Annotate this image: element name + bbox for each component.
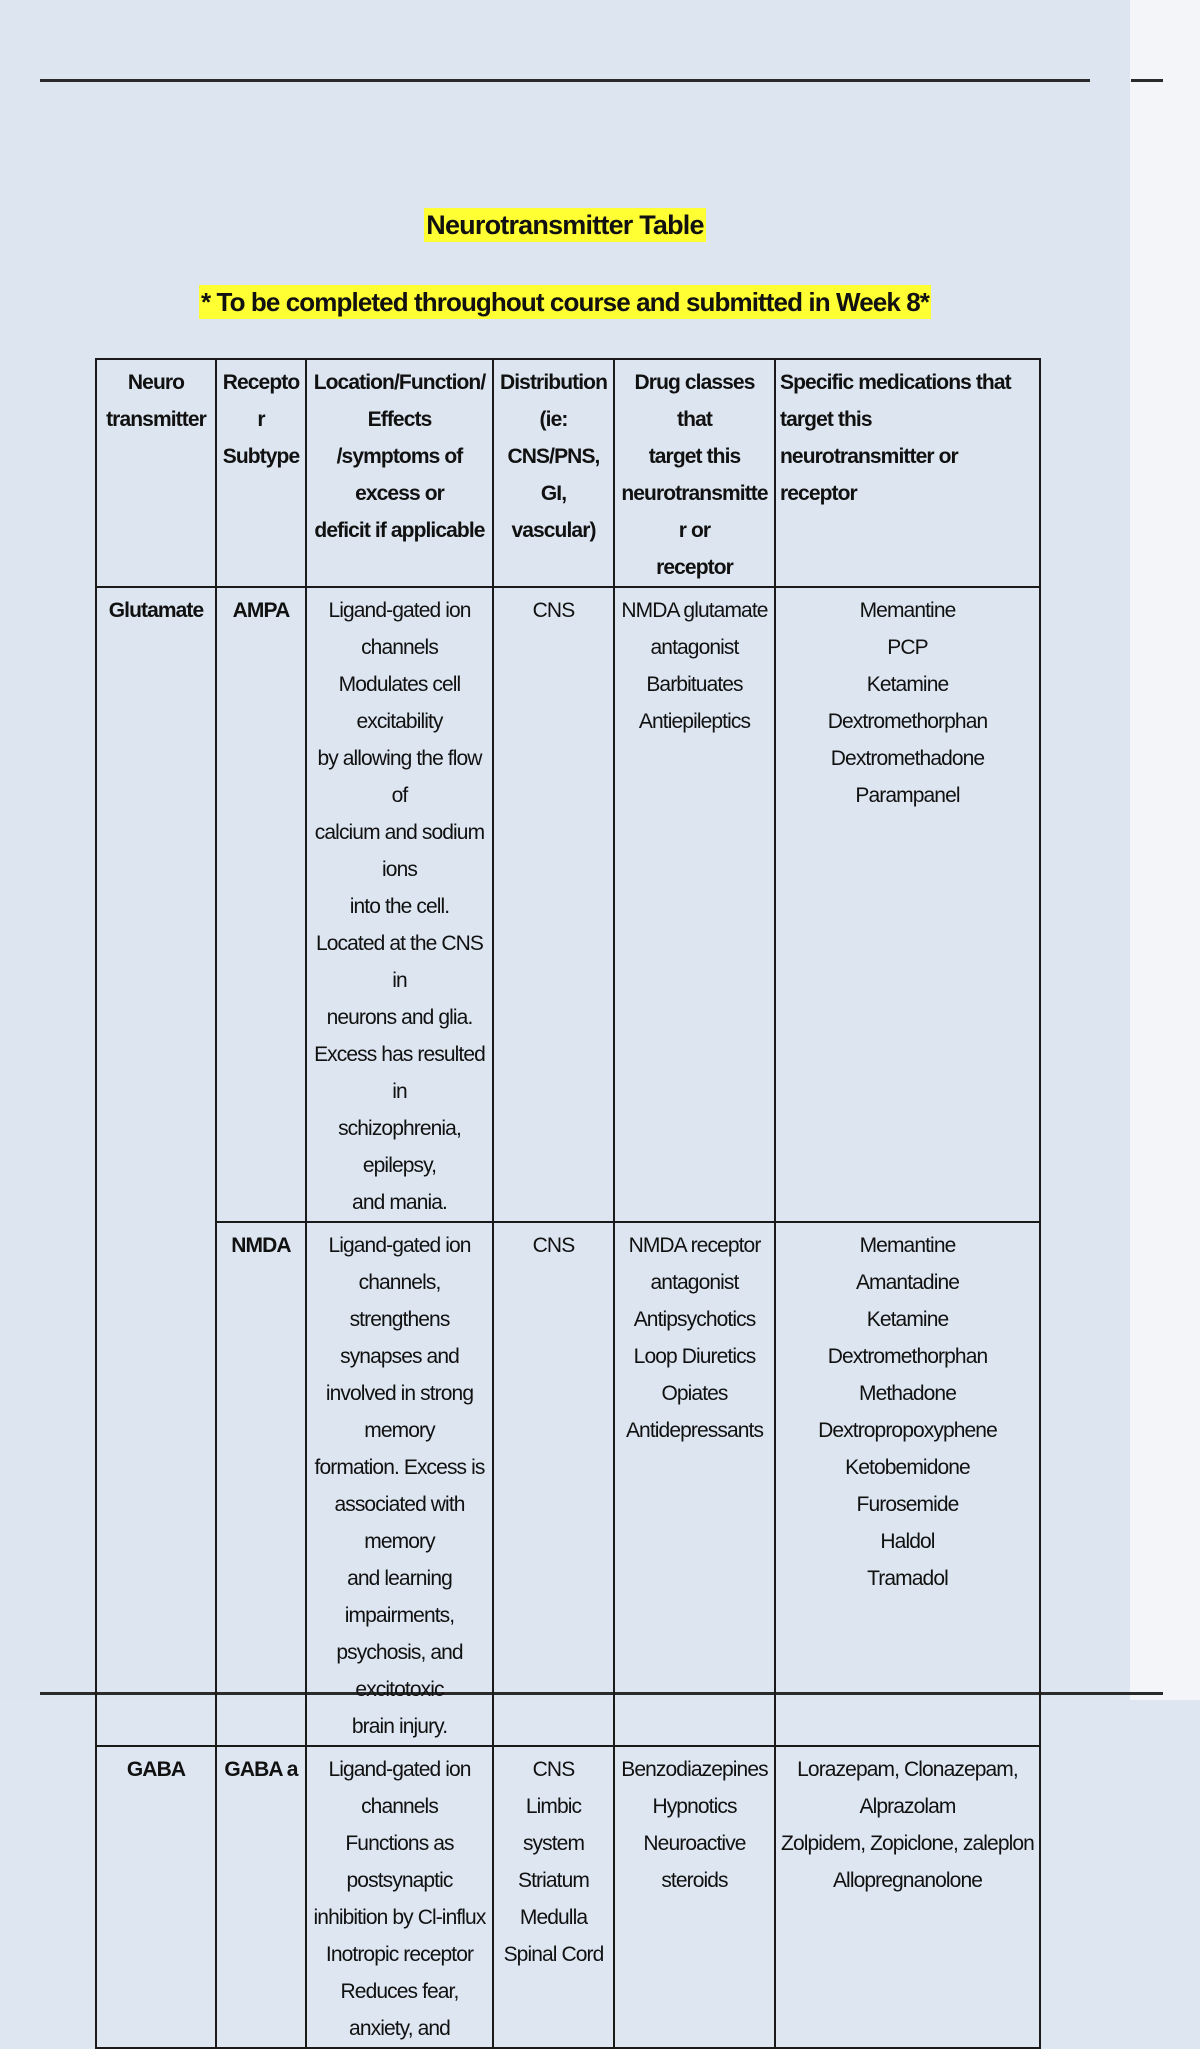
table-header-row: [96, 359, 1040, 587]
cell-drug-classes: NMDA glutamate antagonist Barbituates Antiepileptics: [614, 587, 775, 1222]
header-drug-classes: Drug classes that target this neurotransmitter or receptor: [614, 359, 775, 587]
neurotransmitter-table: [95, 358, 1041, 2049]
header-distribution: Distribution (ie: CNS/PNS, GI, vascular): [493, 359, 614, 587]
cell-function: Ligand-gated ion channels Functions as postsynaptic inhibition by Cl-influx Inotropic receptor Reduces fear, anxiety, and: [306, 1746, 493, 2048]
table-subtitle-text: * To be completed throughout course and submitted in Week 8*: [200, 287, 929, 317]
cell-neurotransmitter: GABA: [96, 1746, 216, 2048]
table-title-text: Neurotransmitter Table: [426, 210, 704, 240]
cell-drug-classes: NMDA receptor antagonist Antipsychotics Loop Diuretics Opiates Antidepressants: [614, 1222, 775, 1746]
top-divider: [40, 79, 1090, 82]
header-receptor-subtype: Receptor Subtype: [216, 359, 306, 587]
cell-drug-classes: Benzodiazepines Hypnotics Neuroactive steroids: [614, 1746, 775, 2048]
table-row: [96, 587, 1040, 1222]
cell-subtype: AMPA: [216, 587, 306, 1222]
table-row: [96, 1746, 1040, 2048]
table-title: [0, 210, 1130, 241]
cell-medications: Lorazepam, Clonazepam, Alprazolam Zolpidem, Zopiclone, zaleplon Allopregnanolone: [775, 1746, 1040, 2048]
cell-subtype: NMDA: [216, 1222, 306, 1746]
header-function: Location/Function/Effects /symptoms of excess or deficit if applicable: [306, 359, 493, 587]
cell-distribution: CNS: [493, 1222, 614, 1746]
cell-medications: Memantine PCP Ketamine Dextromethorphan Dextromethadone Parampanel: [775, 587, 1040, 1222]
cell-neurotransmitter: [96, 1222, 216, 1746]
header-medications: Specific medications that target this neurotransmitter or receptor: [775, 359, 1040, 587]
cell-distribution: CNS: [493, 587, 614, 1222]
page-margin: [1130, 0, 1200, 1700]
cell-function: Ligand-gated ion channels Modulates cell excitability by allowing the flow of calcium and sodium ions into the cell. Located at the CNS in neurons and glia. Excess has resulted in schizophrenia, epilepsy, and mania.: [306, 587, 493, 1222]
cell-subtype: GABA a: [216, 1746, 306, 2048]
top-divider-stub: [1131, 79, 1163, 82]
cell-distribution: CNS Limbic system Striatum Medulla Spinal Cord: [493, 1746, 614, 2048]
cell-function: Ligand-gated ion channels, strengthens synapses and involved in strong memory formation. Excess is associated with memory and learning impairments, psychosis, and excitotoxic brain injury.: [306, 1222, 493, 1746]
table-row: [96, 1222, 1040, 1746]
cell-medications: Memantine Amantadine Ketamine Dextromethorphan Methadone Dextropropoxyphene Ketobemidone Furosemide Haldol Tramadol: [775, 1222, 1040, 1746]
header-neurotransmitter: Neuro transmitter: [96, 359, 216, 587]
table-subtitle: [0, 287, 1130, 318]
cell-neurotransmitter: Glutamate: [96, 587, 216, 1222]
